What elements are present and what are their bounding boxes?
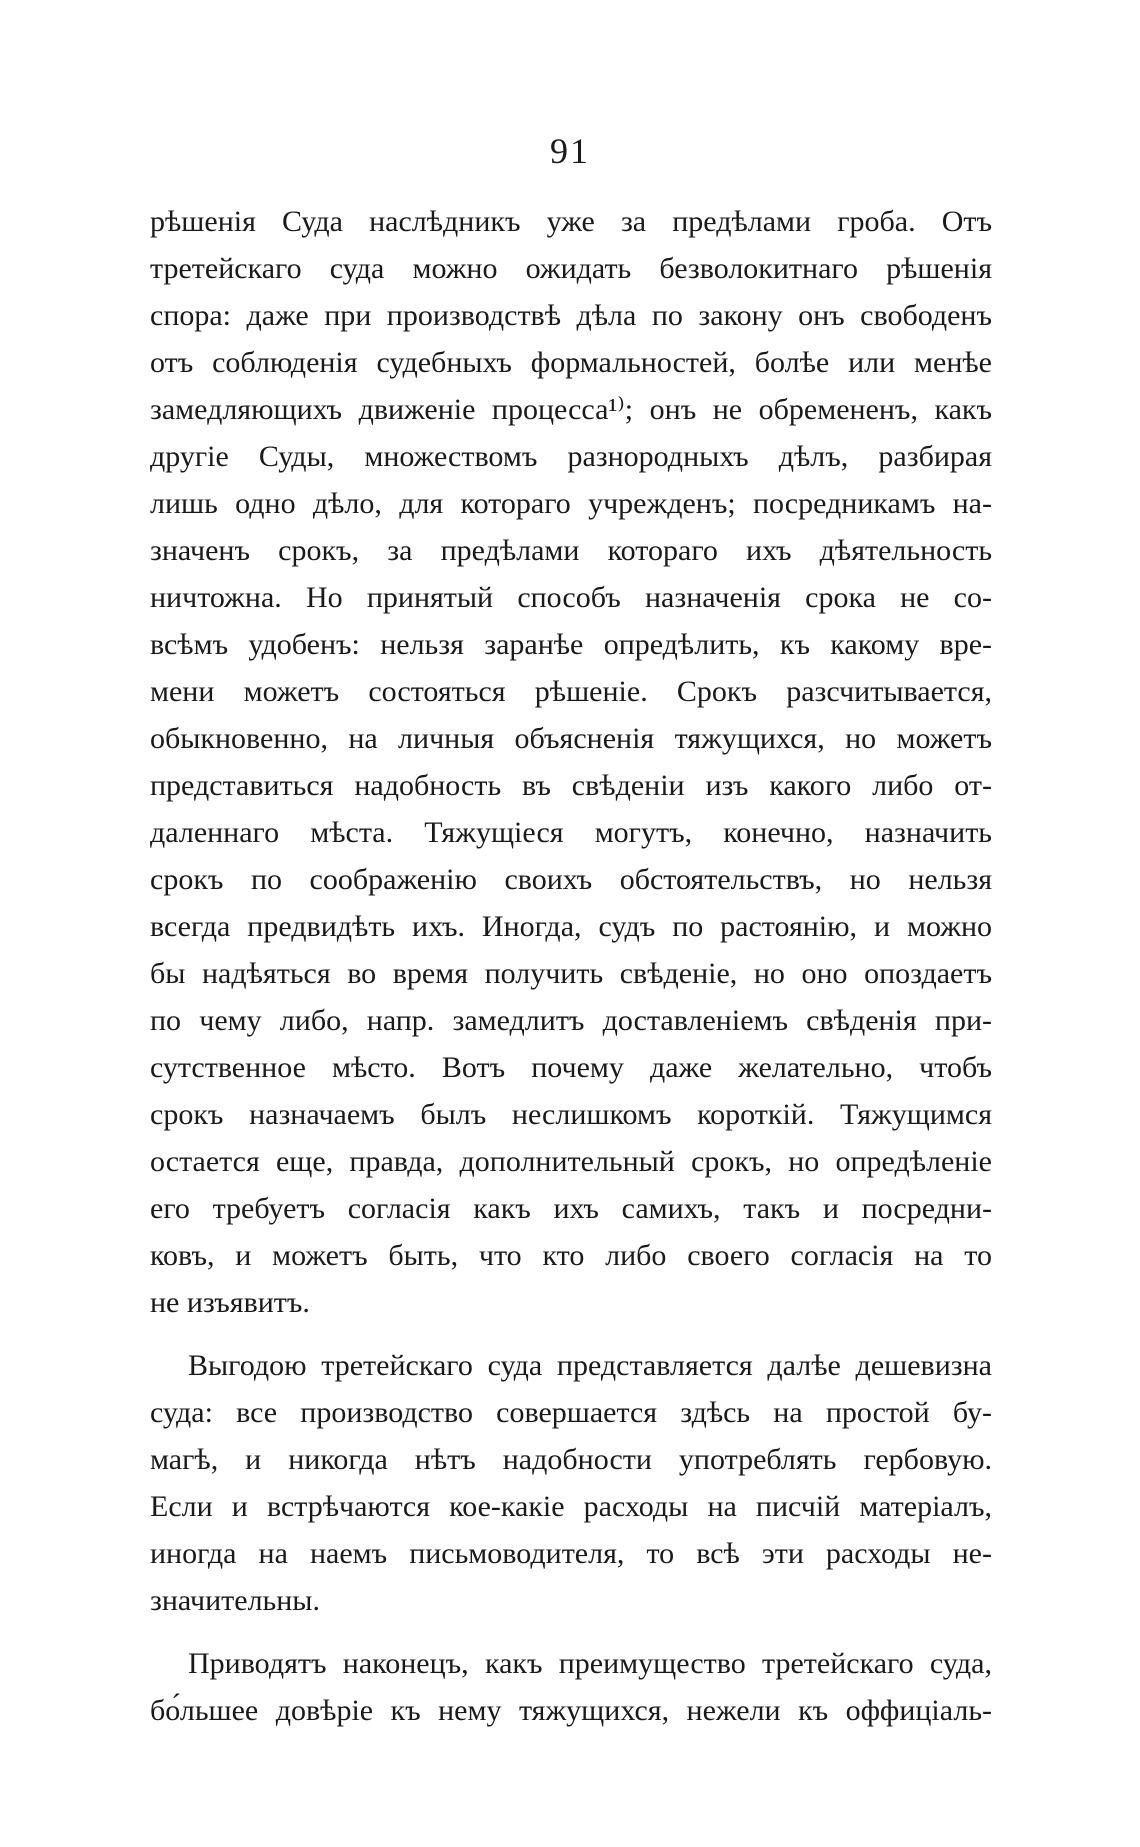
body-text xyxy=(150,198,992,1734)
paragraph-1 xyxy=(150,198,992,1326)
text-line: остается еще, правда, дополнительный срокъ, но опредѣленіе xyxy=(150,1145,992,1178)
text-line: сутственное мѣсто. Вотъ почему даже желательно, чтобъ xyxy=(150,1051,992,1084)
text-line: мени можетъ состояться рѣшеніе. Срокъ разсчитывается, xyxy=(150,675,992,708)
text-line: всѣмъ удобенъ: нельзя заранѣе опредѣлить, къ какому вре- xyxy=(150,628,992,661)
text-line: его требуетъ согласія какъ ихъ самихъ, такъ и посредни- xyxy=(150,1192,992,1225)
text-line: рѣшенія Суда наслѣдникъ уже за предѣлами гроба. Отъ xyxy=(150,205,992,238)
text-line: бы надѣяться во время получить свѣденіе, но оно опоздаетъ xyxy=(150,957,992,990)
paragraph-3 xyxy=(150,1640,992,1734)
page-number: 91 xyxy=(550,131,590,171)
text-line: магѣ, и никогда нѣтъ надобности употреблять гербовую. xyxy=(150,1443,992,1476)
text-line: отъ соблюденія судебныхъ формальностей, болѣе или менѣе xyxy=(150,346,992,379)
text-line: значительны. xyxy=(150,1584,320,1617)
text-line: даленнаго мѣста. Тяжущіеся могутъ, конечно, назначить xyxy=(150,816,992,849)
text-line: Приводятъ наконецъ, какъ преимущество третейскаго суда, xyxy=(188,1647,992,1680)
text-line: бо́льшее довѣріе къ нему тяжущихся, нежели къ оффиціаль- xyxy=(150,1694,992,1727)
text-line: обыкновенно, на личныя объясненія тяжущихся, но можетъ xyxy=(150,722,992,755)
text-line: ковъ, и можетъ быть, что кто либо своего согласія на то xyxy=(150,1239,992,1272)
text-line: по чему либо, напр. замедлитъ доставленіемъ свѣденія при- xyxy=(150,1004,992,1037)
text-line: значенъ срокъ, за предѣлами котораго ихъ дѣятельность xyxy=(150,534,992,567)
text-line: Если и встрѣчаются кое-какіе расходы на писчій матеріалъ, xyxy=(150,1490,992,1523)
text-line: иногда на наемъ письмоводителя, то всѣ эти расходы не- xyxy=(150,1537,992,1570)
text-line: срокъ назначаемъ былъ неслишкомъ короткій. Тяжущимся xyxy=(150,1098,992,1131)
text-line: срокъ по соображенію своихъ обстоятельствъ, но нельзя xyxy=(150,863,992,896)
text-line: Выгодою третейскаго суда представляется далѣе дешевизна xyxy=(188,1349,992,1382)
text-line: ничтожна. Но принятый способъ назначенія срока не со- xyxy=(150,581,992,614)
text-line: другіе Суды, множествомъ разнородныхъ дѣлъ, разбирая xyxy=(150,440,992,473)
paragraph-2 xyxy=(150,1342,992,1624)
text-line: представиться надобность въ свѣденіи изъ какого либо от- xyxy=(150,769,992,802)
text-line: замедляющихъ движеніе процесса¹⁾; онъ не обремененъ, какъ xyxy=(150,393,992,426)
text-line: спора: даже при производствѣ дѣла по закону онъ свободенъ xyxy=(150,299,992,332)
text-line: суда: все производство совершается здѣсь на простой бу- xyxy=(150,1396,992,1429)
text-line: не изъявитъ. xyxy=(150,1286,310,1319)
text-line: третейскаго суда можно ожидать безволокитнаго рѣшенія xyxy=(150,252,992,285)
text-line: всегда предвидѣть ихъ. Иногда, судъ по растоянію, и можно xyxy=(150,910,992,943)
text-line: лишь одно дѣло, для котораго учрежденъ; посредникамъ на- xyxy=(150,487,992,520)
